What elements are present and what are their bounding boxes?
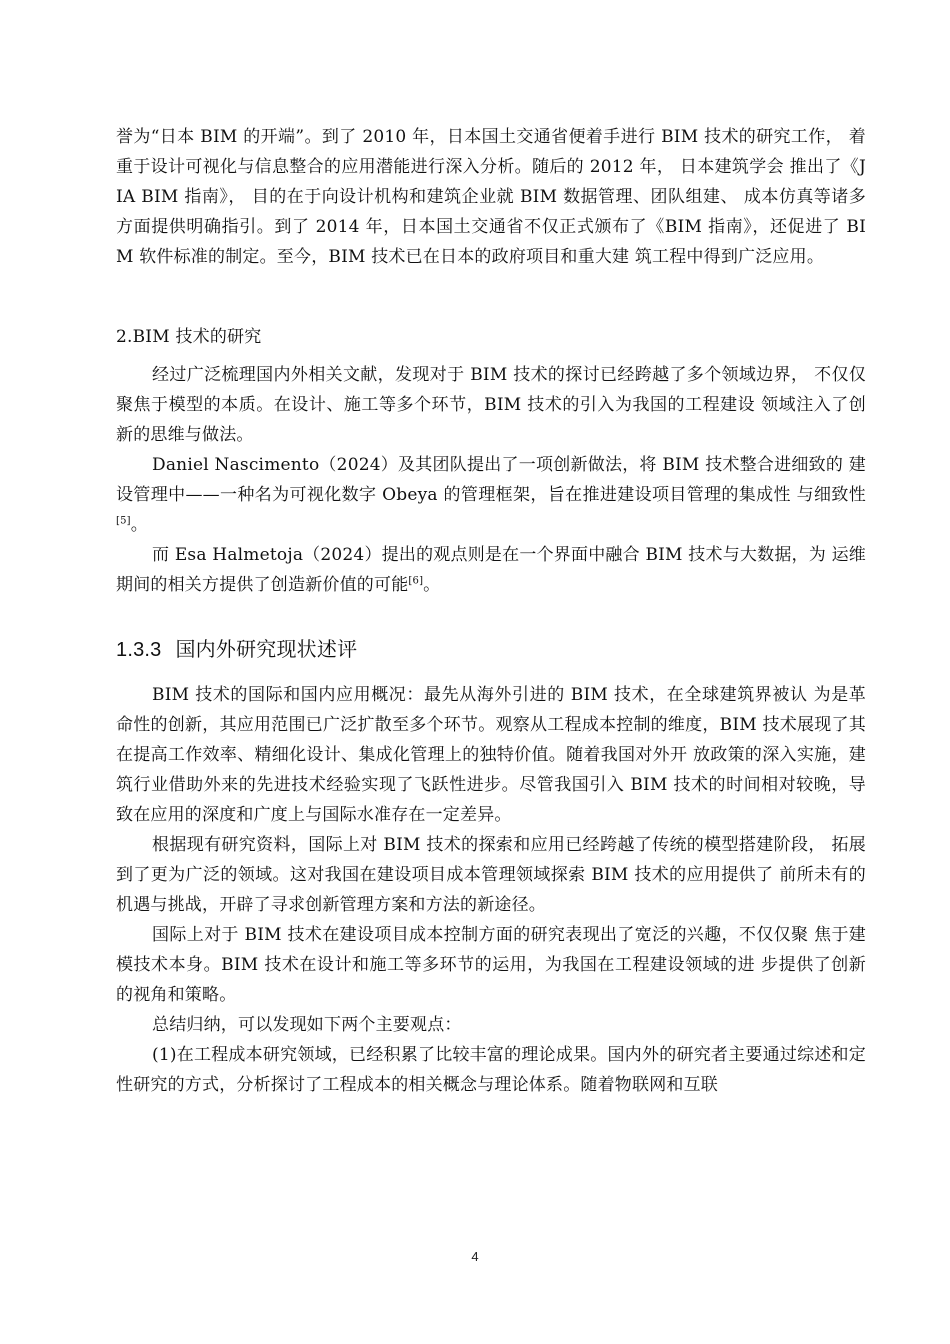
paragraph-summary: 总结归纳，可以发现如下两个主要观点： (152, 1015, 462, 1035)
section-number: 1.3.3 (116, 639, 162, 661)
paragraph-halmetoja-text: 而 Esa Halmetoja（2024）提出的观点则是在一个界面中融合 BIM 技术与大数据，为 运维期间的相关方提供了创造新价值的可能 (116, 545, 866, 595)
subsection-bim-research (116, 322, 866, 352)
paragraph-bim-cost-control: 国际上对于 BIM 技术在建设项目成本控制方面的研究表现出了宽泛的兴趣，不仅仅聚 焦于建模技术本身。BIM 技术在设计和施工等多环节的运用，为我国在工程建设领域的进 步提供了创新的视角和策略。 (116, 925, 866, 1005)
paragraph-bim-literature: 经过广泛梳理国内外相关文献，发现对于 BIM 技术的探讨已经跨越了多个领域边界， 不仅仅聚焦于模型的本质。在设计、施工等多个环节，BIM 技术的引入为我国的工程建设 领域注入了创新的思维与做法。 (116, 365, 866, 445)
section-1-3-3-header (116, 634, 866, 665)
paragraph-halmetoja-end: 。 (423, 575, 441, 595)
subsection-body (116, 360, 866, 600)
section-title: 国内外研究现状述评 (175, 637, 358, 661)
paragraph-halmetoja (116, 540, 866, 600)
citation-5: [5] (116, 515, 131, 527)
page-number: 4 (471, 1249, 479, 1264)
section-body (116, 680, 866, 1100)
paragraph-point-1: (1)在工程成本研究领域，已经积累了比较丰富的理论成果。国内外的研究者主要通过综述和定性研究的方式，分析探讨了工程成本的相关概念与理论体系。随着物联网和互联 (116, 1045, 866, 1095)
paragraph-nascimento-end: 。 (130, 515, 148, 535)
citation-6: [6] (408, 575, 424, 587)
paragraph-nascimento (116, 450, 866, 540)
paragraph-nascimento-text: Daniel Nascimento（2024）及其团队提出了一项创新做法，将 BIM 技术整合进细致的 建设管理中——一种名为可视化数字 Obeya 的管理框架，旨在推进建设项目管理的集成性 与细致性 (116, 455, 866, 505)
subsection-title: 2.BIM 技术的研究 (116, 327, 262, 347)
paragraph-bim-international: 根据现有研究资料，国际上对 BIM 技术的探索和应用已经跨越了传统的模型搭建阶段， 拓展到了更为广泛的领域。这对我国在建设项目成本管理领域探索 BIM 技术的应用提供了 前所未有的机遇与挑战，开辟了寻求创新管理方案和方法的新途径。 (116, 835, 866, 915)
section-heading (116, 634, 866, 665)
paragraph-bim-overview: BIM 技术的国际和国内应用概况：最先从海外引进的 BIM 技术，在全球建筑界被认 为是革命性的创新，其应用范围已广泛扩散至多个环节。观察从工程成本控制的维度，BIM 技术展现了其在提高工作效率、精细化设计、集成化管理上的独特价值。随着我国对外开 放政策的深入实施，建筑行业借助外来的先进技术经验实现了飞跃性进步。尽管我国引入 BIM 技术的时间相对较晚，导致在应用的深度和广度上与国际水准存在一定差异。 (116, 685, 866, 825)
body-top (116, 122, 866, 272)
paragraph-japan-bim: 誉为“日本 BIM 的开端”。到了 2010 年，日本国土交通省便着手进行 BIM 技术的研究工作， 着重于设计可视化与信息整合的应用潜能进行深入分析。随后的 2012 年， 日本建筑学会 推出了《JIA BIM 指南》， 目的在于向设计机构和建筑企业就 BIM 数据管理、团队组建、 成本仿真等诸多方面提供明确指引。到了 2014 年，日本国土交通省不仅正式颁布了《BIM 指南》，还促进了 BIM 软件标准的制定。至今，BIM 技术已在日本的政府项目和重大建 筑工程中得到广泛应用。 (116, 127, 866, 267)
